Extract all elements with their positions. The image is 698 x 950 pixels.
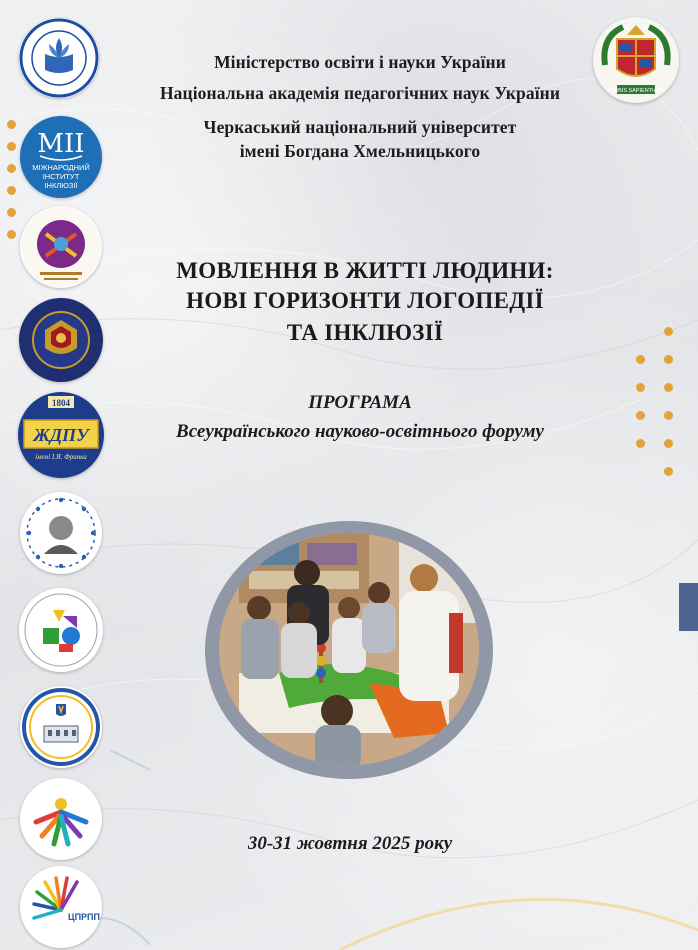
mii-line2: ІНСТИТУТ <box>42 172 80 181</box>
college-logo <box>20 686 102 768</box>
decor-dot <box>664 355 673 364</box>
decor-dot <box>7 208 16 217</box>
napn-logo <box>19 18 99 98</box>
mii-line1: МІЖНАРОДНИЙ <box>32 163 90 172</box>
rainbow-logo <box>20 778 102 860</box>
decor-dot <box>636 355 645 364</box>
title-line-3: ТА ІНКЛЮЗІЇ <box>286 320 444 345</box>
university-crest <box>593 17 679 103</box>
mii-big: MII <box>37 129 85 159</box>
side-tab <box>679 583 698 631</box>
crest-motto: VOBIS SAPIENTIAM <box>610 88 662 94</box>
academy-line: Національна академія педагогічних наук України <box>159 83 561 103</box>
decor-dot <box>636 439 645 448</box>
title-line-2: НОВІ ГОРИЗОНТИ ЛОГОПЕДІЇ <box>186 288 544 313</box>
title-line-1: МОВЛЕННЯ В ЖИТТІ ЛЮДИНИ: <box>176 258 554 283</box>
decor-dot <box>664 439 673 448</box>
cprp-label: ЦПРПП <box>68 912 100 922</box>
program-subtitle: Всеукраїнського науково-освітнього форуму <box>176 421 544 442</box>
university-stars-logo <box>20 492 102 574</box>
decor-dot <box>7 230 16 239</box>
decor-dot <box>664 467 673 476</box>
academy-shapes-logo <box>19 588 103 672</box>
cprp-logo <box>20 866 102 948</box>
university-line: Черкаський національний університет <box>203 117 517 137</box>
photo-illustration <box>219 533 479 765</box>
decor-dot <box>7 120 16 129</box>
zhdu-logo <box>18 392 104 478</box>
mii-line3: ІНКЛЮЗІЇ <box>44 181 78 190</box>
program-label: ПРОГРАМА <box>308 392 412 413</box>
ministry-line: Міністерство освіти і науки України <box>214 52 506 72</box>
decor-dot <box>664 383 673 392</box>
decor-dot <box>664 411 673 420</box>
mii-logo <box>20 116 102 198</box>
decorative-swoosh <box>340 899 698 950</box>
decor-dot <box>7 164 16 173</box>
decor-dot <box>636 383 645 392</box>
decor-dot <box>636 411 645 420</box>
event-date: 30-31 жовтня 2025 року <box>247 833 453 854</box>
institute-emblem-logo <box>19 298 103 382</box>
decor-dot <box>664 327 673 336</box>
zhdu-year: 1804 <box>52 398 70 408</box>
department-logo <box>20 206 102 288</box>
zhdu-abbr: ЖДПУ <box>33 425 89 445</box>
children-photo <box>219 533 479 765</box>
decor-dot <box>7 186 16 195</box>
decor-dot <box>7 142 16 151</box>
university-name-line: імені Богдана Хмельницького <box>239 141 481 161</box>
zhdu-name: імені І.Я. Франка <box>35 453 87 461</box>
